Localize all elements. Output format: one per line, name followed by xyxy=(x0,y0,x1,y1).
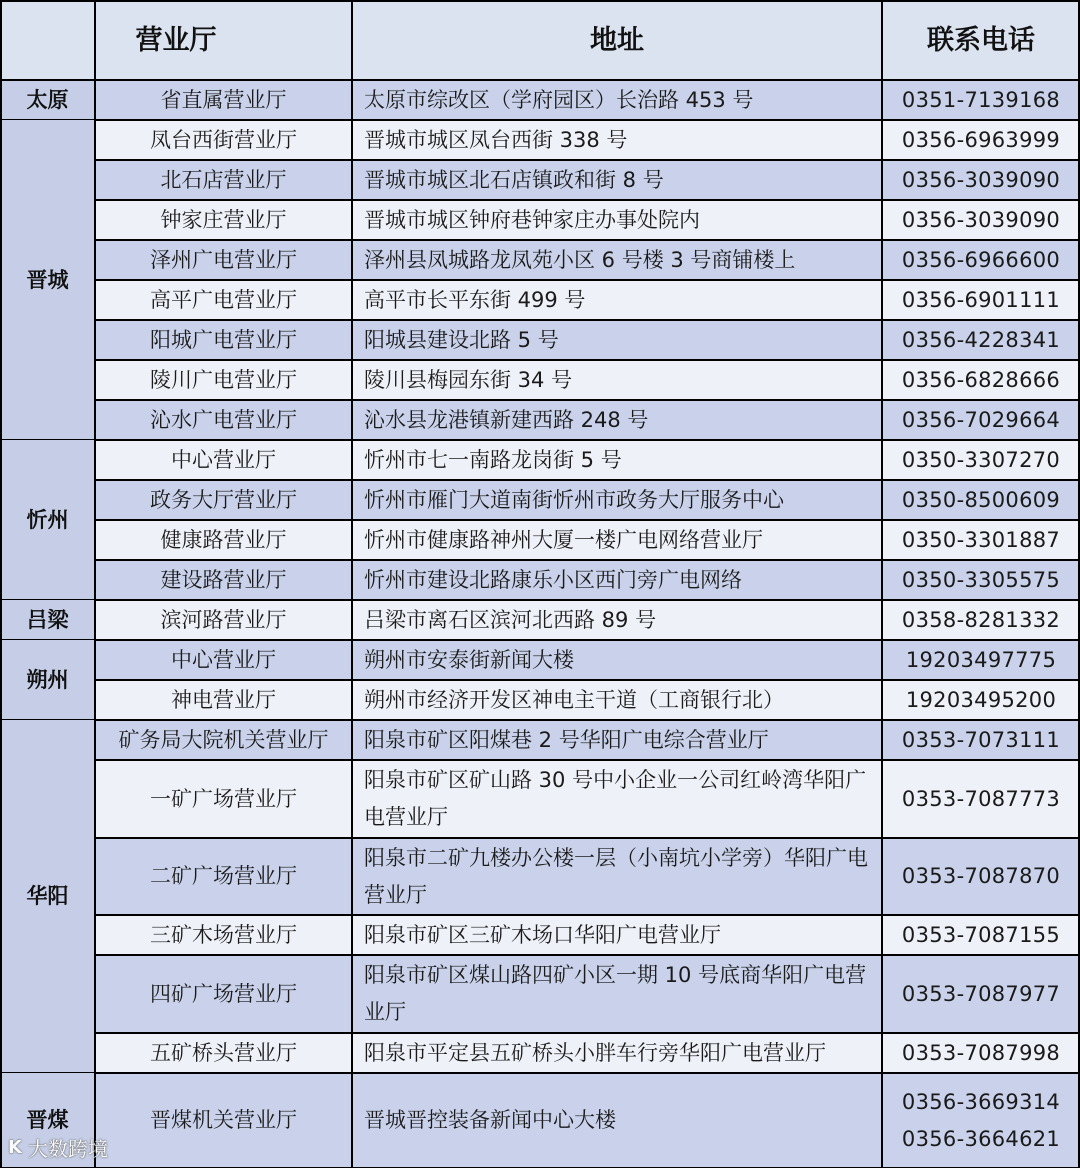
hall-address: 忻州市七一南路龙岗街 5 号 xyxy=(352,440,882,480)
hall-address: 晋城市城区凤台西街 338 号 xyxy=(352,120,882,160)
hall-phone: 0353-7087155 xyxy=(882,915,1080,955)
hall-name: 建设路营业厅 xyxy=(95,560,352,600)
hall-name: 省直属营业厅 xyxy=(95,80,352,120)
column-divider xyxy=(881,0,883,1168)
row-divider xyxy=(95,279,1080,281)
hall-phone: 0353-7087977 xyxy=(882,955,1080,1033)
hall-name: 阳城广电营业厅 xyxy=(95,320,352,360)
hall-phone: 0353-7073111 xyxy=(882,720,1080,760)
hall-address: 朔州市安泰街新闻大楼 xyxy=(352,640,882,680)
hall-phone: 0350-3307270 xyxy=(882,440,1080,480)
hall-name: 政务大厅营业厅 xyxy=(95,480,352,520)
city-label: 朔州 xyxy=(0,640,95,720)
hall-address: 晋城市城区北石店镇政和街 8 号 xyxy=(352,160,882,200)
row-divider xyxy=(95,639,1080,641)
hall-name: 陵川广电营业厅 xyxy=(95,360,352,400)
hall-name: 中心营业厅 xyxy=(95,640,352,680)
hall-phone: 0358-8281332 xyxy=(882,600,1080,640)
hall-name: 五矿桥头营业厅 xyxy=(95,1033,352,1073)
watermark xyxy=(8,1133,108,1162)
hall-phone: 0356-4228341 xyxy=(882,320,1080,360)
row-divider xyxy=(95,759,1080,761)
row-divider xyxy=(95,439,1080,441)
row-divider xyxy=(95,914,1080,916)
hall-phone: 0351-7139168 xyxy=(882,80,1080,120)
row-divider xyxy=(95,679,1080,681)
hall-name: 四矿广场营业厅 xyxy=(95,955,352,1033)
hall-phone: 0356-6828666 xyxy=(882,360,1080,400)
row-divider xyxy=(95,954,1080,956)
header-phone: 联系电话 xyxy=(882,0,1080,80)
hall-address: 忻州市建设北路康乐小区西门旁广电网络 xyxy=(352,560,882,600)
hall-phone: 0350-8500609 xyxy=(882,480,1080,520)
header-divider xyxy=(0,79,1080,81)
hall-address: 泽州县凤城路龙凤苑小区 6 号楼 3 号商铺楼上 xyxy=(352,240,882,280)
row-divider xyxy=(95,519,1080,521)
row-divider xyxy=(95,319,1080,321)
column-divider xyxy=(94,0,96,1168)
hall-phone: 0353-7087773 xyxy=(882,760,1080,838)
hall-address: 阳泉市二矿九楼办公楼一层（小南坑小学旁）华阳广电营业厅 xyxy=(352,838,882,915)
row-divider xyxy=(95,559,1080,561)
hall-phone: 0350-3301887 xyxy=(882,520,1080,560)
hall-address: 陵川县梅园东街 34 号 xyxy=(352,360,882,400)
hall-name: 一矿广场营业厅 xyxy=(95,760,352,838)
hall-address: 阳城县建设北路 5 号 xyxy=(352,320,882,360)
hall-address: 阳泉市矿区阳煤巷 2 号华阳广电综合营业厅 xyxy=(352,720,882,760)
hall-name: 中心营业厅 xyxy=(95,440,352,480)
row-divider xyxy=(95,837,1080,839)
hall-name: 泽州广电营业厅 xyxy=(95,240,352,280)
row-divider xyxy=(95,119,1080,121)
hall-phone: 0353-7087870 xyxy=(882,838,1080,915)
hall-phone: 0356-6901111 xyxy=(882,280,1080,320)
header-divider xyxy=(0,0,1080,2)
city-label: 忻州 xyxy=(0,440,95,600)
row-divider xyxy=(95,399,1080,401)
row-divider xyxy=(95,199,1080,201)
hall-phone: 0356-3039090 xyxy=(882,200,1080,240)
city-label: 晋煤 xyxy=(0,1073,95,1168)
hall-address: 忻州市健康路神州大厦一楼广电网络营业厅 xyxy=(352,520,882,560)
city-label: 华阳 xyxy=(0,720,95,1073)
hall-name: 二矿广场营业厅 xyxy=(95,838,352,915)
header-hall: 营业厅 xyxy=(0,0,352,80)
hall-address: 晋城晋控装备新闻中心大楼 xyxy=(352,1073,882,1168)
hall-name: 健康路营业厅 xyxy=(95,520,352,560)
hall-address: 朔州市经济开发区神电主干道（工商银行北） xyxy=(352,680,882,720)
city-label: 吕梁 xyxy=(0,600,95,640)
hall-address: 太原市综改区（学府园区）长治路 453 号 xyxy=(352,80,882,120)
city-label: 晋城 xyxy=(0,120,95,440)
row-divider xyxy=(95,1032,1080,1034)
row-divider xyxy=(95,479,1080,481)
hall-address: 阳泉市矿区矿山路 30 号中小企业一公司红岭湾华阳广电营业厅 xyxy=(352,760,882,838)
hall-name: 钟家庄营业厅 xyxy=(95,200,352,240)
hall-name: 北石店营业厅 xyxy=(95,160,352,200)
hall-address: 阳泉市矿区煤山路四矿小区一期 10 号底商华阳广电营业厅 xyxy=(352,955,882,1033)
hall-name: 神电营业厅 xyxy=(95,680,352,720)
hall-address: 忻州市雁门大道南街忻州市政务大厅服务中心 xyxy=(352,480,882,520)
watermark-logo-icon: K xyxy=(8,1137,22,1158)
watermark-text: 大数跨境 xyxy=(27,1137,108,1161)
hall-phone: 0356-6966600 xyxy=(882,240,1080,280)
hall-name: 晋煤机关营业厅 xyxy=(95,1073,352,1168)
row-divider xyxy=(95,359,1080,361)
row-divider xyxy=(95,159,1080,161)
row-divider xyxy=(95,239,1080,241)
hall-phone: 0353-7087998 xyxy=(882,1033,1080,1073)
row-divider xyxy=(95,719,1080,721)
hall-phone: 0356-7029664 xyxy=(882,400,1080,440)
hall-address: 沁水县龙港镇新建西路 248 号 xyxy=(352,400,882,440)
header-address: 地址 xyxy=(352,0,882,80)
hall-address: 阳泉市矿区三矿木场口华阳广电营业厅 xyxy=(352,915,882,955)
hall-address: 晋城市城区钟府巷钟家庄办事处院内 xyxy=(352,200,882,240)
city-label: 太原 xyxy=(0,80,95,120)
hall-phone: 0356-3669314 0356-3664621 xyxy=(882,1073,1080,1168)
hall-name: 三矿木场营业厅 xyxy=(95,915,352,955)
hall-address: 阳泉市平定县五矿桥头小胖车行旁华阳广电营业厅 xyxy=(352,1033,882,1073)
hall-phone: 0356-3039090 xyxy=(882,160,1080,200)
hall-address: 高平市长平东街 499 号 xyxy=(352,280,882,320)
hall-phone: 0350-3305575 xyxy=(882,560,1080,600)
hall-name: 滨河路营业厅 xyxy=(95,600,352,640)
row-divider xyxy=(95,599,1080,601)
hall-name: 沁水广电营业厅 xyxy=(95,400,352,440)
hall-name: 矿务局大院机关营业厅 xyxy=(95,720,352,760)
hall-address: 吕梁市离石区滨河北西路 89 号 xyxy=(352,600,882,640)
row-divider xyxy=(95,1072,1080,1074)
hall-phone: 0356-6963999 xyxy=(882,120,1080,160)
hall-name: 高平广电营业厅 xyxy=(95,280,352,320)
hall-name: 凤台西街营业厅 xyxy=(95,120,352,160)
hall-phone: 19203495200 xyxy=(882,680,1080,720)
column-divider xyxy=(0,0,2,1168)
column-divider xyxy=(351,0,353,1168)
hall-phone: 19203497775 xyxy=(882,640,1080,680)
